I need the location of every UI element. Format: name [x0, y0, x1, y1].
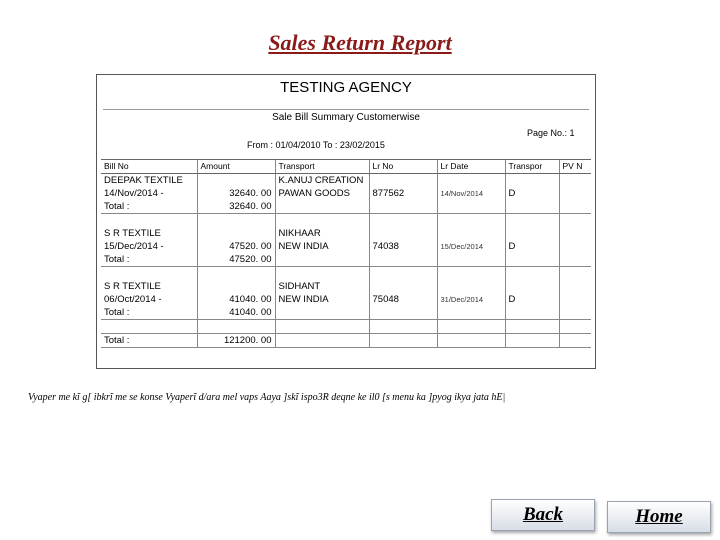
back-button[interactable]	[491, 499, 595, 531]
amount-cell: 41040. 00	[197, 293, 275, 306]
table-row	[101, 227, 591, 240]
transport-cell: PAWAN GOODS	[275, 187, 369, 200]
total-amount: 32640. 00	[197, 200, 275, 214]
total-amount: 47520. 00	[197, 253, 275, 267]
column-header: Bill No	[101, 160, 197, 174]
party-name: SIDHANT	[275, 280, 369, 293]
report-description: Vyaper me kĩ g[ ibkrĩ me se konse Vyaperĩ d/ara mel vaps Aaya ]skĩ ispo3R deqne ke il0 [s menu ka ]pyog ikya jata hE|	[28, 392, 506, 403]
party-name: NIKHAAR	[275, 227, 369, 240]
transpor-cell: D	[505, 240, 559, 253]
amount-cell: 32640. 00	[197, 187, 275, 200]
grand-total-label: Total :	[101, 334, 197, 348]
header-divider	[103, 109, 589, 110]
column-header: Transport	[275, 160, 369, 174]
column-header: Amount	[197, 160, 275, 174]
report-subtitle: Sale Bill Summary Customerwise	[272, 112, 420, 123]
bill-date: 06/Oct/2014 -	[104, 294, 162, 305]
table-row	[101, 174, 591, 188]
column-header: Lr Date	[437, 160, 505, 174]
amount-cell: 47520. 00	[197, 240, 275, 253]
table-row	[101, 200, 591, 214]
back-button-label: Back	[522, 504, 564, 525]
total-label: Total :	[101, 306, 197, 320]
home-button-label: Home	[635, 506, 683, 527]
home-button[interactable]	[607, 501, 711, 533]
total-amount: 41040. 00	[197, 306, 275, 320]
column-header: Transpor	[505, 160, 559, 174]
table-row	[101, 240, 591, 253]
lr-date-cell: 15/Dec/2014	[437, 240, 505, 253]
table-row	[101, 280, 591, 293]
bill-date: 15/Dec/2014 -	[104, 241, 164, 252]
bill-date: 14/Nov/2014 -	[104, 188, 164, 199]
grand-total-row	[101, 334, 591, 348]
lr-no-cell: 74038	[369, 240, 437, 253]
table-row	[101, 306, 591, 320]
transport-cell: NEW INDIA	[275, 240, 369, 253]
lr-no-cell: 877562	[369, 187, 437, 200]
table-row	[101, 253, 591, 267]
transport-cell: NEW INDIA	[275, 293, 369, 306]
lr-date-cell: 31/Dec/2014	[437, 293, 505, 306]
grand-total-amount: 121200. 00	[197, 334, 275, 348]
page-title: Sales Return Report	[268, 30, 452, 55]
report-image	[96, 74, 596, 369]
lr-no-cell: 75048	[369, 293, 437, 306]
column-header: Lr No	[369, 160, 437, 174]
table-header-row	[101, 160, 591, 174]
lr-date-cell: 14/Nov/2014	[437, 187, 505, 200]
column-header: PV N	[559, 160, 591, 174]
party-name: K.ANUJ CREATION	[275, 174, 369, 188]
transpor-cell: D	[505, 293, 559, 306]
customer-name: DEEPAK TEXTILE	[104, 175, 183, 186]
company-name: TESTING AGENCY	[280, 79, 412, 96]
total-label: Total :	[101, 253, 197, 267]
table-row	[101, 187, 591, 200]
transpor-cell: D	[505, 187, 559, 200]
customer-name: S R TEXTILE	[104, 228, 161, 239]
date-range: From : 01/04/2010 To : 23/02/2015	[247, 140, 385, 150]
page-number: Page No.: 1	[527, 128, 575, 138]
customer-name: S R TEXTILE	[104, 281, 161, 292]
table-row	[101, 293, 591, 306]
report-table	[101, 159, 591, 348]
total-label: Total :	[101, 200, 197, 214]
